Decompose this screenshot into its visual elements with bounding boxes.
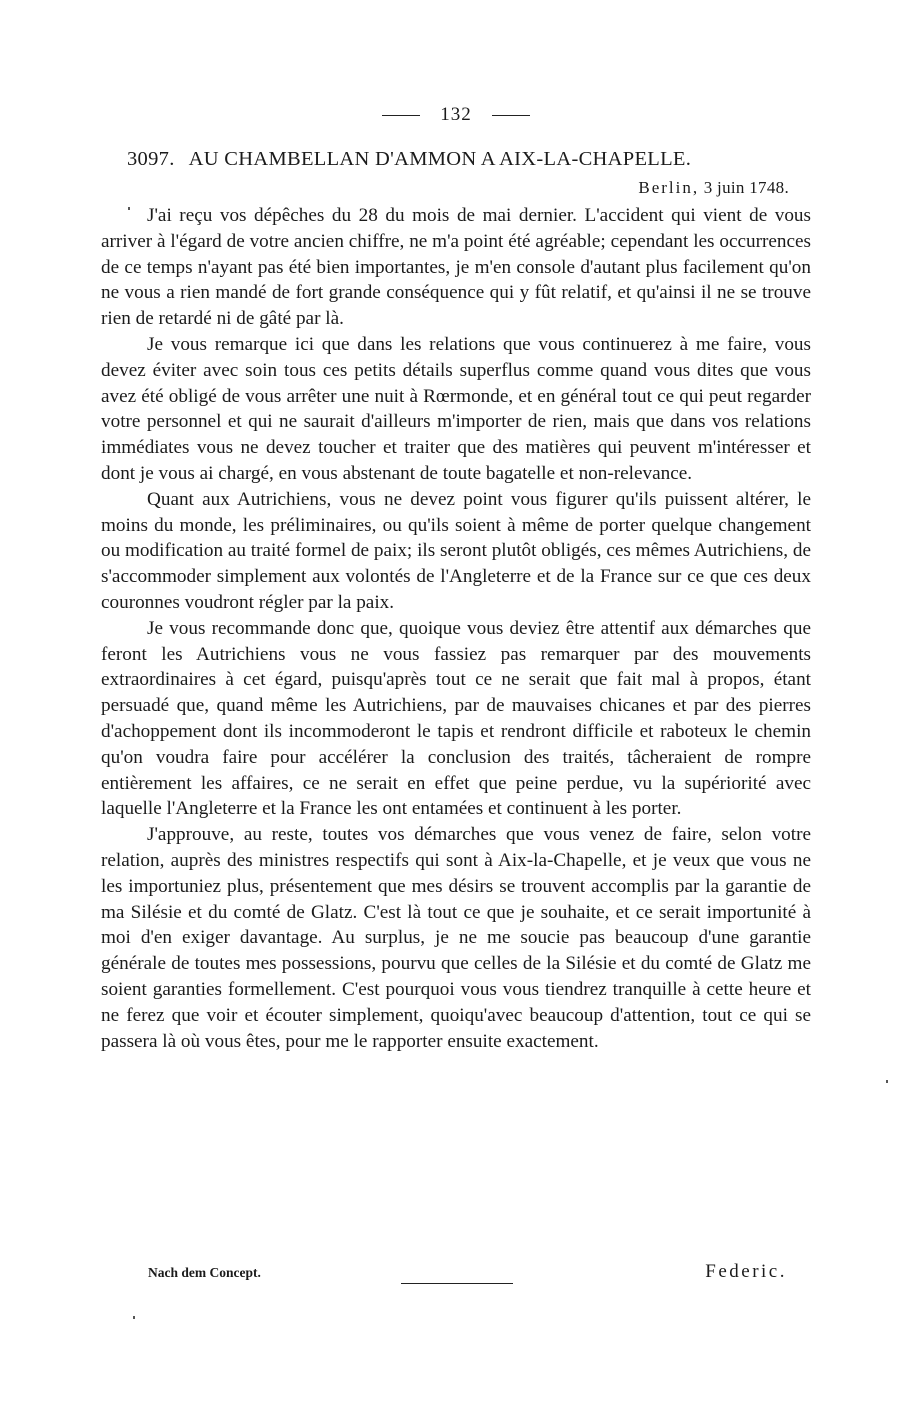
signature: Federic. bbox=[705, 1261, 787, 1282]
source-note: Nach dem Concept. bbox=[148, 1265, 261, 1280]
paragraph: Quant aux Autrichiens, vous ne devez point vous figurer qu'ils puissent altérer, le moins du monde, les préliminaires, ou qu'ils soient à même de porter quelque changement ou modification au traité formel de paix; ils seront plutôt obligés, ces mêmes Autrichiens, de s'accommoder simplement aux volontés de l'Angleterre et de la France sur ce que ces deux couronnes voudront régler par la paix. bbox=[101, 488, 811, 613]
ink-speck bbox=[128, 207, 130, 210]
paragraph: Je vous recommande donc que, quoique vous deviez être attentif aux démarches que feront les Autrichiens vous ne vous fassiez pas remarquer par des mouvements extraordinaires à cet égard, puisqu'après tout ce ne serait que fait mal à propos, étant persuadé que, quand même les Autrichiens, par de mauvaises chicanes et par des pierres d'achoppement dont ils incommoderont le tapis et rendront difficile et raboteux le chemin qu'on voudra faire pour accélérer la conclusion des traités, tâcheraient de rompre entièrement les affaires, ce ne serait en effet que peine perdue, vu la supériorité avec laquelle l'Angleterre et la France les ont entamées et continuent à les porter. bbox=[101, 617, 811, 820]
letter-body bbox=[101, 203, 811, 1054]
closing-rule bbox=[401, 1283, 513, 1284]
page-number-right-dash bbox=[492, 115, 530, 116]
paragraph: Je vous remarque ici que dans les relations que vous continuerez à me faire, vous devez éviter avec soin tous ces petits détails superflus comme quand vous dites que vous avez été obligé de vous arrêter une nuit à Rœrmonde, et en général tout ce qui peut regarder votre personnel et qui ne saurait d'ailleurs m'importer de rien, mais que dans vos relations immédiates vous ne devez toucher et traiter que des matières qui peuvent m'intéresser et dont je vous ai chargé, en vous abstenant de toute bagatelle et non-relevance. bbox=[101, 333, 811, 484]
page-number-line bbox=[101, 104, 811, 126]
paragraph: J'ai reçu vos dépêches du 28 du mois de mai dernier. L'accident qui vient de vous arriver à l'égard de votre ancien chiffre, ne m'a point été agréable; cependant les occurrences de ce temps n'ayant pas été bien importantes, je m'en console d'autant plus facilement qu'on ne vous a rien mandé de fort grande conséquence qui y fût relatif, et qu'ainsi il ne se trouve rien de retardé ni de gâté par là. bbox=[101, 205, 811, 330]
page-number-left-dash bbox=[382, 115, 420, 116]
letter-heading bbox=[127, 148, 691, 171]
letter-number: 3097. bbox=[127, 148, 175, 170]
dateline bbox=[638, 178, 789, 198]
letter-title: AU CHAMBELLAN D'AMMON A AIX-LA-CHAPELLE. bbox=[188, 148, 692, 170]
ink-speck bbox=[886, 1080, 888, 1083]
letter-footer bbox=[101, 1261, 811, 1291]
dateline-place: Berlin, bbox=[638, 178, 700, 197]
paragraph: J'approuve, au reste, toutes vos démarches que vous venez de faire, selon votre relation, auprès des ministres respectifs qui sont à Aix-la-Chapelle, et je veux que vous ne les importuniez plus, présentement que mes désirs se trouvent accomplis par la garantie de ma Silésie et du comté de Glatz. C'est là tout ce que je souhaite, et ce serait importunité à moi d'en exiger davantage. Au surplus, je ne me soucie pas beaucoup d'une garantie générale de toutes mes possessions, pourvu que celles de la Silésie et du comté de Glatz me soient garanties formellement. C'est pourquoi vous vous tiendrez tranquille à cette heure et ne ferez que voir et écouter simplement, quoiqu'avec beaucoup d'attention, tout ce qui se passera là où vous êtes, pour me le rapporter ensuite exactement. bbox=[101, 824, 811, 1052]
ink-speck bbox=[133, 1316, 135, 1319]
dateline-date: 3 juin 1748. bbox=[703, 178, 789, 197]
page-number: 132 bbox=[440, 104, 472, 125]
